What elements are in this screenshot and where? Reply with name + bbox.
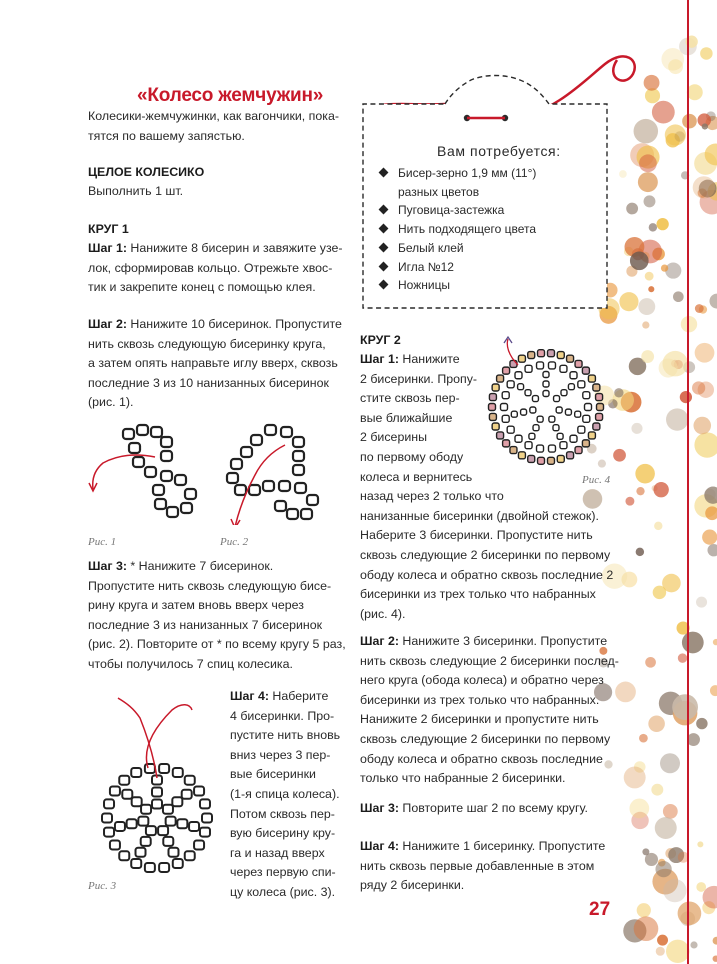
bead: [525, 390, 531, 396]
bead: [593, 384, 600, 391]
decorative-dot: [713, 937, 717, 945]
decorative-dot: [672, 694, 698, 720]
step-text: рину круга и затем вновь вверх через: [88, 598, 304, 613]
bead: [557, 352, 564, 359]
bead: [561, 390, 567, 396]
bead: [570, 372, 577, 379]
decorative-dot: [634, 916, 659, 941]
bead: [543, 391, 549, 397]
materials-item: Игла №12: [378, 258, 536, 277]
bead: [538, 457, 545, 464]
bead: [194, 786, 204, 795]
bead: [557, 433, 563, 439]
step-text: (рис. 1).: [88, 395, 134, 410]
bead: [497, 432, 504, 439]
step-text: последние 3 из нанизанных 7 бисеринок: [88, 617, 323, 632]
materials-item: Нить подходящего цвета: [378, 220, 536, 239]
step-text: бисеринки из трех только что набранных: [360, 587, 596, 602]
decorative-dot: [710, 685, 717, 696]
bead: [532, 396, 538, 402]
decorative-dot: [624, 766, 646, 788]
bead: [104, 828, 114, 837]
step-label: Шаг 3:: [88, 559, 127, 573]
bead: [194, 841, 204, 850]
bead: [568, 384, 574, 390]
bead: [528, 352, 535, 359]
round1-step4: [230, 687, 340, 903]
step-text: колеса и вернитесь: [360, 469, 473, 484]
bead: [145, 764, 155, 773]
bead: [548, 445, 555, 452]
bead: [110, 841, 120, 850]
bullet-icon: [379, 261, 389, 271]
bead: [507, 426, 514, 433]
bead: [503, 440, 510, 447]
decorative-dot: [696, 882, 706, 892]
decorative-dot: [695, 304, 704, 313]
bead: [547, 457, 554, 464]
bullet-icon: [379, 242, 389, 252]
bead: [575, 411, 581, 417]
bead: [104, 799, 114, 808]
step-text: Нанижите 3 бисеринки. Пропустите: [398, 634, 608, 648]
bead: [525, 442, 532, 449]
bead: [553, 425, 559, 431]
step-text: га и назад вверх: [230, 845, 325, 860]
bead: [141, 837, 151, 846]
intro-text: [88, 107, 339, 146]
step-text: чтобы получилось 7 спиц колесика.: [88, 656, 293, 671]
bead: [497, 375, 504, 382]
bead: [548, 362, 555, 369]
bead: [537, 445, 544, 452]
bead: [537, 362, 544, 369]
decorative-dot: [645, 853, 658, 866]
bead: [163, 805, 173, 814]
bead: [159, 764, 169, 773]
decorative-dot: [641, 350, 654, 363]
round2-step3: [360, 799, 588, 819]
bead: [132, 797, 142, 806]
step-text: него круга (обода колеса) и обратно через: [360, 673, 604, 688]
step-text: Нанижите 2 бисеринки и пропустите нить: [360, 712, 599, 727]
round1-step1: [88, 239, 343, 298]
decorative-dot: [673, 291, 684, 302]
decorative-dot: [659, 358, 678, 377]
bead: [502, 392, 509, 399]
decorative-dot: [636, 548, 644, 556]
bead: [163, 837, 173, 846]
decorative-dot: [682, 632, 704, 654]
bead: [141, 805, 151, 814]
step-text: (1-я спица колеса).: [230, 786, 340, 801]
figure-3-diagram: [82, 688, 232, 888]
figure-4-caption: Рис. 4: [582, 474, 611, 486]
materials-list: [378, 164, 536, 295]
bead: [554, 396, 560, 402]
decorative-dot: [665, 124, 686, 145]
bead: [503, 367, 510, 374]
bead: [102, 814, 112, 823]
step-text: сквозь следующие 2 бисеринки по первому: [360, 731, 611, 746]
step-text: бисеринки из трех только что набранных.: [360, 692, 600, 707]
step-text: пустите нить вновь: [230, 728, 341, 743]
intro-line: Колесики-жемчужинки, как вагончики, пока-: [88, 109, 339, 123]
step-text: Нанижите: [398, 352, 460, 366]
bead: [583, 415, 590, 422]
materials-item: Бисер-зерно 1,9 мм (11°): [378, 164, 536, 183]
materials-title: Вам потребуется:: [437, 143, 561, 159]
bead: [168, 848, 178, 857]
step-text: лок, сформировав кольцо. Отрежьте хвос-: [88, 260, 333, 275]
step-text: * Нанижите 7 бисеринок.: [126, 559, 274, 573]
step-label: Шаг 2:: [88, 317, 127, 331]
bead: [515, 372, 522, 379]
decorative-dot: [696, 597, 707, 608]
decorative-dot: [635, 464, 655, 484]
figure-1-caption: Рис. 1: [88, 536, 117, 548]
decorative-dot: [687, 84, 703, 100]
bead: [547, 350, 554, 357]
decorative-dot: [661, 264, 668, 271]
decorative-dot: [694, 432, 717, 457]
materials-item: разных цветов: [398, 184, 480, 199]
bead: [189, 822, 199, 831]
step-text: Наберите 3 бисеринки. Пропустите нить: [360, 528, 593, 543]
bead: [528, 455, 535, 462]
decorative-dot: [693, 176, 715, 198]
bullet-icon: [379, 280, 389, 290]
bead: [200, 799, 210, 808]
bead: [200, 828, 210, 837]
decorative-dot: [690, 941, 697, 948]
bead: [549, 416, 555, 422]
bead: [202, 814, 212, 823]
bead: [582, 440, 589, 447]
round2-step4: [360, 837, 605, 896]
decorative-dot: [662, 574, 681, 593]
decorative-dot: [700, 47, 713, 60]
figure-2-caption: Рис. 2: [220, 536, 249, 548]
decorative-dot: [678, 901, 702, 925]
step-text: Повторите шаг 2 по всему кругу.: [398, 801, 588, 815]
decorative-dot: [713, 639, 717, 645]
step-text: 2 бисерины: [360, 430, 427, 445]
bead: [507, 381, 514, 388]
bead: [158, 826, 168, 835]
step-text: Нанижите 1 бисеринку. Пропустите: [398, 839, 606, 853]
decorative-dot: [666, 940, 689, 963]
bead: [518, 384, 524, 390]
bead: [583, 392, 590, 399]
step-label: Шаг 3:: [360, 801, 399, 815]
decorative-dot: [645, 657, 656, 668]
bead: [588, 375, 595, 382]
decorative-dot: [707, 544, 717, 556]
step-text: через первую спи-: [230, 865, 336, 880]
round1-step2: [88, 315, 342, 413]
decorative-dot: [682, 114, 697, 129]
decorative-dot: [648, 715, 665, 732]
step-text: ободу колеса и обратно сквозь последние: [360, 751, 603, 766]
bead: [567, 355, 574, 362]
decorative-dot: [652, 101, 675, 124]
step-text: (рис. 4).: [360, 606, 406, 621]
decorative-dot: [636, 487, 644, 495]
bead: [492, 384, 499, 391]
step-label: Шаг 4:: [360, 839, 399, 853]
bullet-icon: [379, 168, 389, 178]
page-number: 27: [589, 899, 611, 920]
step-text: 2 бисеринки. Пропу-: [360, 371, 478, 386]
intro-line: тятся по вашему запястью.: [88, 128, 245, 143]
step-text: стите сквозь пер-: [360, 391, 460, 406]
figure-4-diagram: [478, 335, 618, 475]
decorative-dot: [655, 861, 671, 877]
bullet-icon: [379, 224, 389, 234]
decorative-dot: [695, 343, 715, 363]
bead: [185, 776, 195, 785]
decorative-dot: [663, 879, 686, 902]
materials-item: Белый клей: [378, 239, 536, 258]
section-title: ЦЕЛОЕ КОЛЕСИКО: [88, 165, 205, 179]
step-text: только что набранные 2 бисеринки.: [360, 771, 566, 786]
bead: [131, 859, 141, 868]
bead: [593, 423, 600, 430]
bead: [489, 404, 496, 411]
step-text: вые бисеринки: [230, 767, 316, 782]
decorative-dot: [656, 947, 665, 956]
bead: [533, 425, 539, 431]
section-subtitle: Выполнить 1 шт.: [88, 184, 184, 198]
bead: [510, 360, 517, 367]
bead: [543, 381, 549, 387]
round2-title: КРУГ 2: [360, 333, 401, 347]
step-text: последние 3 из 10 нанизанных бисеринок: [88, 375, 329, 390]
bead: [578, 426, 585, 433]
decorative-dot: [637, 903, 651, 917]
decorative-dot: [656, 218, 668, 230]
bead: [182, 790, 192, 799]
bead: [127, 819, 137, 828]
bead: [131, 768, 141, 777]
step-text: по первому ободу: [360, 449, 464, 464]
decorative-dot: [642, 321, 649, 328]
bead: [501, 404, 508, 411]
bead: [518, 452, 525, 459]
page-title: «Колесо жемчужин»: [137, 85, 324, 106]
bead: [510, 447, 517, 454]
step-text: а затем опять направьте иглу вверх, сквозь: [88, 356, 338, 371]
decorative-dot: [702, 123, 708, 129]
step-text: Нанижите 10 бисеринок. Пропустите: [126, 317, 342, 331]
materials-item: Пуговица-застежка: [378, 201, 536, 220]
step-text: нанизанные бисеринки (двойной стежок).: [360, 508, 599, 523]
decorative-dot: [625, 497, 634, 506]
bead: [537, 416, 543, 422]
round1-step3: [88, 557, 346, 675]
bead: [173, 768, 183, 777]
bead: [110, 786, 120, 795]
decorative-dot: [663, 804, 678, 819]
decorative-dot: [692, 381, 705, 394]
bead: [596, 413, 603, 420]
bead: [492, 423, 499, 430]
decorative-dot: [678, 653, 687, 662]
bead: [515, 435, 522, 442]
decorative-dot: [693, 417, 711, 435]
bead: [177, 819, 187, 828]
bead: [185, 851, 195, 860]
bead: [530, 407, 536, 413]
bead: [538, 350, 545, 357]
decorative-dot: [651, 784, 663, 796]
decorative-dot: [696, 718, 707, 729]
bead: [543, 372, 549, 378]
step-text: ободу колеса и обратно сквозь последние 2: [360, 567, 614, 582]
bead: [557, 455, 564, 462]
bead: [575, 447, 582, 454]
step-label: Шаг 4:: [230, 689, 269, 703]
bead: [521, 409, 527, 415]
bead: [152, 800, 162, 809]
decorative-dot: [660, 753, 680, 773]
bead: [489, 413, 496, 420]
decorative-dot: [657, 935, 668, 946]
figure-3-caption: Рис. 3: [88, 880, 117, 892]
bead: [529, 433, 535, 439]
step-text: вую бисерину кру-: [230, 826, 336, 841]
step-text: вниз через 3 пер-: [230, 747, 331, 762]
bead: [138, 817, 148, 826]
bead: [145, 863, 155, 872]
step-text: Нанижите 8 бисерин и завяжите узе-: [126, 241, 343, 255]
decorative-dot: [654, 522, 662, 530]
bead: [119, 776, 129, 785]
figure-2-diagram: [205, 415, 325, 525]
step-label: Шаг 1:: [360, 352, 399, 366]
bead: [582, 367, 589, 374]
decorative-dot: [668, 59, 683, 74]
bead: [560, 442, 567, 449]
round2-step2: [360, 632, 619, 789]
bead: [596, 394, 603, 401]
decorative-dot: [697, 841, 703, 847]
bead: [525, 365, 532, 372]
decorative-dot: [631, 423, 642, 434]
step-text: вые ближайшие: [360, 410, 453, 425]
step-text: назад через 2 только что: [360, 489, 504, 504]
bead: [588, 432, 595, 439]
materials-item: Ножницы: [378, 276, 536, 295]
decorative-dot: [713, 955, 717, 961]
step-text: Наберите: [268, 689, 329, 703]
step-text: Потом сквозь пер-: [230, 806, 335, 821]
decorative-dot: [653, 482, 668, 497]
bullet-icon: [379, 205, 389, 215]
decorative-dot: [702, 529, 717, 544]
bead: [152, 788, 162, 797]
decorative-dot: [680, 391, 692, 403]
decorative-dot: [629, 799, 649, 819]
step-label: Шаг 1:: [88, 241, 127, 255]
bead: [122, 790, 132, 799]
bead: [556, 407, 562, 413]
bead: [575, 360, 582, 367]
bead: [518, 355, 525, 362]
decorative-dot: [666, 408, 688, 430]
bead: [578, 381, 585, 388]
step-label: Шаг 2:: [360, 634, 399, 648]
figure-1-diagram: [85, 415, 205, 525]
bead: [115, 822, 125, 831]
bead: [565, 409, 571, 415]
bead: [489, 394, 496, 401]
round1-title: КРУГ 1: [88, 222, 129, 236]
step-text: (рис. 2). Повторите от * по всему кругу 5 раз,: [88, 637, 346, 652]
bead: [136, 848, 146, 857]
bead: [567, 452, 574, 459]
bead: [173, 859, 183, 868]
step-text: нить сквозь следующую бисеринку круга,: [88, 336, 326, 351]
step-text: сквозь следующие 2 бисеринки по первому: [360, 547, 611, 562]
step-text: тик и закрепите конец с помощью клея.: [88, 280, 316, 295]
bead: [511, 411, 517, 417]
decorative-dot: [655, 817, 677, 839]
bead: [146, 826, 156, 835]
decorative-dot: [709, 294, 717, 309]
bead: [119, 851, 129, 860]
bead: [502, 415, 509, 422]
step-text: 4 бисеринки. Про-: [230, 708, 335, 723]
bead: [585, 404, 592, 411]
bead: [159, 863, 169, 872]
step-text: цу колеса (рис. 3).: [230, 884, 336, 899]
bead: [570, 435, 577, 442]
bead: [560, 365, 567, 372]
decorative-dot: [639, 734, 648, 743]
step-text: Пропустите нить сквозь следующую бисе-: [88, 578, 332, 593]
step-text: нить сквозь первые добавленные в этом: [360, 858, 595, 873]
decorative-dot: [665, 262, 681, 278]
bead: [597, 404, 604, 411]
page-edge-rule: [687, 0, 689, 964]
step-text: ряду 2 бисеринки.: [360, 878, 465, 893]
bead: [172, 797, 182, 806]
step-text: нить сквозь следующие 2 бисеринки послед-: [360, 653, 619, 668]
bead: [166, 817, 176, 826]
